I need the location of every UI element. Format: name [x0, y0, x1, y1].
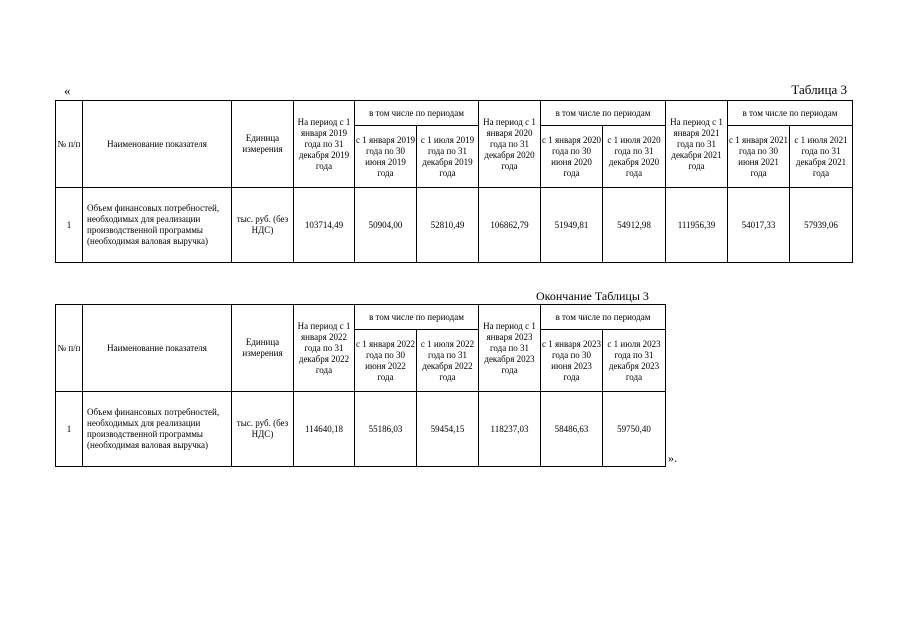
col-header-subperiods: в том числе по периодам	[355, 101, 479, 126]
col-header-half1: с 1 января 2023 года по 30 июня 2023 года	[541, 330, 603, 392]
opening-quote: «	[64, 83, 71, 98]
col-header-half2: с 1 июля 2019 года по 31 декабря 2019 года	[417, 126, 479, 188]
col-header-period-total: На период с 1 января 2023 года по 31 декабря 2023 года	[479, 305, 541, 392]
row-value: 50904,00	[355, 188, 417, 263]
row-value: 54912,98	[603, 188, 666, 263]
col-header-subperiods: в том числе по периодам	[355, 305, 479, 330]
col-header-half1: с 1 января 2020 года по 30 июня 2020 года	[541, 126, 603, 188]
col-header-unit: Единица измерения	[232, 101, 294, 188]
col-header-half2: с 1 июля 2023 года по 31 декабря 2023 года	[603, 330, 666, 392]
table-row	[56, 392, 666, 467]
col-header-half1: с 1 января 2021 года по 30 июня 2021 года	[728, 126, 790, 188]
col-header-half1: с 1 января 2022 года по 30 июня 2022 года	[355, 330, 417, 392]
row-value: 58486,63	[541, 392, 603, 467]
table1-caption: Таблица 3	[791, 82, 847, 97]
row-value: 52810,49	[417, 188, 479, 263]
col-header-period-total: На период с 1 января 2022 года по 31 декабря 2022 года	[294, 305, 355, 392]
row-value: 59750,40	[603, 392, 666, 467]
col-header-half1: с 1 января 2019 года по 30 июня 2019 года	[355, 126, 417, 188]
row-value: 55186,03	[355, 392, 417, 467]
col-header-unit: Единица измерения	[232, 305, 294, 392]
col-header-name: Наименование показателя	[83, 305, 232, 392]
col-header-subperiods: в том числе по периодам	[728, 101, 853, 126]
col-header-num: № п/п	[56, 305, 83, 392]
row-value: 51949,81	[541, 188, 603, 263]
col-header-half2: с 1 июля 2020 года по 31 декабря 2020 года	[603, 126, 666, 188]
row-name: Объем финансовых потребностей, необходимых для реализации производственной программы (необходимая валовая выручка)	[83, 188, 232, 263]
col-header-subperiods: в том числе по периодам	[541, 101, 666, 126]
closing-quote: ».	[668, 451, 677, 465]
row-num: 1	[56, 392, 83, 467]
row-value: 57939,06	[790, 188, 853, 263]
row-value: 118237,03	[479, 392, 541, 467]
row-name: Объем финансовых потребностей, необходимых для реализации производственной программы (необходимая валовая выручка)	[83, 392, 232, 467]
col-header-half2: с 1 июля 2022 года по 31 декабря 2022 года	[417, 330, 479, 392]
row-value: 111956,39	[666, 188, 728, 263]
table1	[55, 100, 853, 263]
col-header-period-total: На период с 1 января 2021 года по 31 декабря 2021 года	[666, 101, 728, 188]
col-header-num: № п/п	[56, 101, 83, 188]
table2-caption: Окончание Таблицы 3	[536, 289, 649, 303]
row-value: 103714,49	[294, 188, 355, 263]
row-unit: тыс. руб. (без НДС)	[232, 392, 294, 467]
col-header-half2: с 1 июля 2021 года по 31 декабря 2021 года	[790, 126, 853, 188]
row-unit: тыс. руб. (без НДС)	[232, 188, 294, 263]
row-value: 54017,33	[728, 188, 790, 263]
col-header-subperiods: в том числе по периодам	[541, 305, 666, 330]
col-header-period-total: На период с 1 января 2020 года по 31 декабря 2020 года	[479, 101, 541, 188]
col-header-name: Наименование показателя	[83, 101, 232, 188]
table2	[55, 304, 666, 467]
row-num: 1	[56, 188, 83, 263]
col-header-period-total: На период с 1 января 2019 года по 31 декабря 2019 года	[294, 101, 355, 188]
row-value: 59454,15	[417, 392, 479, 467]
table-row	[56, 188, 853, 263]
row-value: 114640,18	[294, 392, 355, 467]
row-value: 106862,79	[479, 188, 541, 263]
